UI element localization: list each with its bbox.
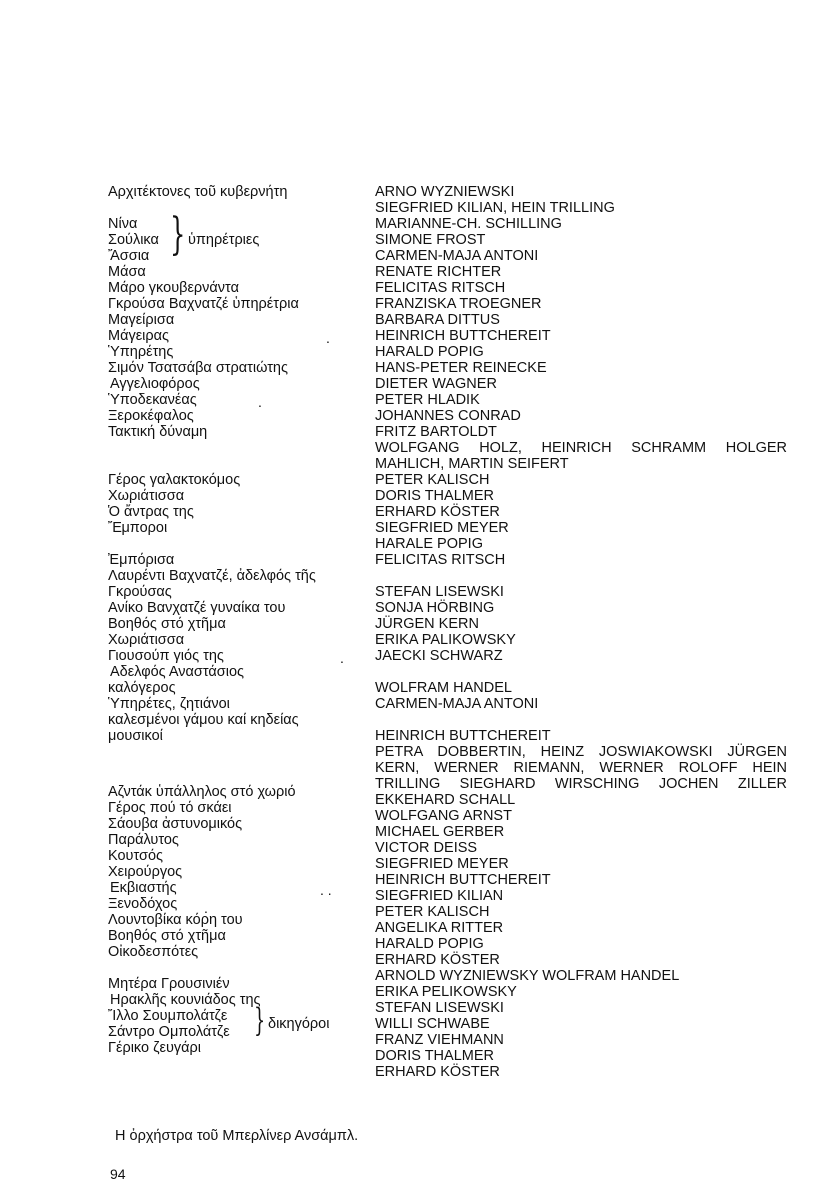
actor-name: HEINRICH BUTTCHEREIT: [375, 872, 551, 888]
role-name: Ανίκο Βανχατζέ γυναίκα του: [108, 600, 286, 616]
group-label: δικηγόροι: [268, 1016, 330, 1032]
role-name: μουσικοί: [108, 728, 163, 744]
actor-name: ERHARD KÖSTER: [375, 1064, 500, 1080]
servants-group: [108, 209, 358, 264]
actor-name: JOHANNES CONRAD: [375, 408, 521, 424]
role-name: Εκβιαστής: [110, 880, 177, 896]
actor-name-justified: TRILLING SIEGHARD WIRSCHING JOCHEN ZILLER: [375, 776, 787, 792]
role-name: Ἐμπόρισα: [108, 552, 175, 568]
role-name: Βοηθός στό χτῆμα: [108, 928, 226, 944]
role-name: Γέρος γαλακτοκόμος: [108, 472, 241, 488]
actor-name: ARNO WYZNIEWSKI: [375, 184, 515, 200]
actor-name: FELICITAS RITSCH: [375, 552, 506, 568]
role-name: Μάσα: [108, 264, 146, 280]
actor-name: MICHAEL GERBER: [375, 824, 505, 840]
actor-name: FRANZ VIEHMANN: [375, 1032, 504, 1048]
actor-name: DORIS THALMER: [375, 488, 494, 504]
actor-name: HANS-PETER REINECKE: [375, 360, 547, 376]
role-line: [108, 880, 358, 896]
role-line: [108, 328, 358, 344]
role-name: Λουντοβίκα κόρη του: [108, 912, 243, 928]
role-name: καλεσμένοι γάμου καί κηδείας: [108, 712, 299, 728]
actor-name: HEINRICH BUTTCHEREIT: [375, 328, 551, 344]
role-name: Χωριάτισσα: [108, 632, 185, 648]
role-name: Ξεροκέφαλος: [108, 408, 194, 424]
actor-name: STEFAN LISEWSKI: [375, 1000, 504, 1016]
role-name: Αζντάκ ὑπάλληλος στό χωριό: [108, 784, 296, 800]
actor-name: STEFAN LISEWSKI: [375, 584, 504, 600]
actor-name: RENATE RICHTER: [375, 264, 502, 280]
actor-name: FRANZISKA TROEGNER: [375, 296, 542, 312]
actor-name: FRITZ BARTOLDT: [375, 424, 497, 440]
role-name: Χειρούργος: [108, 864, 183, 880]
actor-name: ERIKA PELIKOWSKY: [375, 984, 517, 1000]
role-name: Αδελφός Αναστάσιος: [110, 664, 244, 680]
curly-brace-icon: }: [170, 209, 186, 260]
orchestra-note: Η ὀρχήστρα τοῦ Μπερλίνερ Ανσάμπλ.: [115, 1128, 359, 1144]
group-label: ὑπηρέτριες: [188, 232, 260, 248]
actor-name: SIEGFRIED KILIAN, HEIN TRILLING: [375, 200, 615, 216]
role-name: Ἴλλο Σουμπολάτζε: [108, 1008, 228, 1024]
actor-name: ANGELIKA RITTER: [375, 920, 504, 936]
curly-brace-icon: }: [254, 1001, 266, 1039]
dot-mark: . .: [320, 882, 332, 898]
actor-name: EKKEHARD SCHALL: [375, 792, 516, 808]
actor-name: SIEGFRIED KILIAN: [375, 888, 504, 904]
actor-name: ERHARD KÖSTER: [375, 504, 500, 520]
actor-name: WOLFGANG ARNST: [375, 808, 512, 824]
role-name: Σιμόν Τσατσάβα στρατιώτης: [108, 360, 288, 376]
actor-name: FELICITAS RITSCH: [375, 280, 506, 296]
page-number: 94: [110, 1166, 126, 1182]
actor-name: PETER KALISCH: [375, 904, 490, 920]
role-heading: Αρχιτέκτονες τοῦ κυβερνήτη: [108, 184, 288, 200]
role-name: Γέρικο ζευγάρι: [108, 1040, 201, 1056]
role-name: Σούλικα: [108, 232, 159, 248]
actors-column: [375, 184, 787, 1080]
role-name: Γκρούσα Βαχνατζέ ὑπηρέτρια: [108, 296, 299, 312]
actor-name: DORIS THALMER: [375, 1048, 494, 1064]
actor-name: JAECKI SCHWARZ: [375, 648, 503, 664]
role-name: Μητέρα Γρουσινιέν: [108, 976, 230, 992]
role-name: καλόγερος: [108, 680, 176, 696]
actor-name: ERIKA PALIKOWSKY: [375, 632, 516, 648]
role-name: Σάουβα ἀστυνομικός: [108, 816, 243, 832]
role-name: Χωριάτισσα: [108, 488, 185, 504]
role-name: Γκρούσας: [108, 584, 172, 600]
actor-name: MAHLICH, MARTIN SEIFERT: [375, 456, 569, 472]
role-name: Ξενοδόχος: [108, 896, 178, 912]
actor-name: ERHARD KÖSTER: [375, 952, 500, 968]
actor-name-justified: WOLFGANG HOLZ, HEINRICH SCHRAMM HOLGER: [375, 440, 787, 456]
actor-name: CARMEN-MAJA ANTONI: [375, 696, 539, 712]
role-name: Ἄσσια: [108, 248, 150, 264]
actor-name: WILLI SCHWABE: [375, 1016, 490, 1032]
role-name: Μάγειρας: [108, 328, 170, 344]
role-name: Γέρος πού τό σκάει: [108, 800, 232, 816]
actor-name: ARNOLD WYZNIEWSKY WOLFRAM HANDEL: [375, 968, 680, 984]
role-name: Γιουσούπ γιός της: [108, 648, 224, 664]
actor-name: DIETER WAGNER: [375, 376, 497, 392]
role-name: Τακτική δύναμη: [108, 424, 208, 440]
role-name: Βοηθός στό χτῆμα: [108, 616, 226, 632]
role-name: Ὑποδεκανέας: [108, 392, 197, 408]
actor-name: SIMONE FROST: [375, 232, 486, 248]
actor-name: SONJA HÖRBING: [375, 600, 495, 616]
role-name: Ὑπηρέτης: [108, 344, 174, 360]
actor-name: PETER HLADIK: [375, 392, 480, 408]
role-name: Μάρο γκουβερνάντα: [108, 280, 239, 296]
role-name: Σάντρο Ομπολάτζε: [108, 1024, 230, 1040]
role-name: Νίνα: [108, 216, 138, 232]
actor-name-justified: PETRA DOBBERTIN, HEINZ JOSWIAKOWSKI JÜRGEN: [375, 744, 787, 760]
role-name: Οἰκοδεσπότες: [108, 944, 199, 960]
dot-mark: .: [326, 330, 330, 346]
actor-name: HARALE POPIG: [375, 536, 483, 552]
actor-name: WOLFRAM HANDEL: [375, 680, 512, 696]
actor-name: PETER KALISCH: [375, 472, 490, 488]
actor-name: SIEGFRIED MEYER: [375, 520, 509, 536]
actor-name: MARIANNE-CH. SCHILLING: [375, 216, 562, 232]
actor-name: CARMEN-MAJA ANTONI: [375, 248, 539, 264]
role-name: Ἔμποροι: [108, 520, 168, 536]
actor-name: BARBARA DITTUS: [375, 312, 500, 328]
role-name: Κουτσός: [108, 848, 164, 864]
role-name: Λαυρέντι Βαχνατζέ, ἀδελφός τῆς: [108, 568, 316, 584]
role-name: Ηρακλῆς κουνιάδος της: [110, 992, 261, 1008]
actor-name-justified: KERN, WERNER RIEMANN, WERNER ROLOFF HEIN: [375, 760, 787, 776]
roles-column: [108, 184, 358, 1056]
actor-name: HEINRICH BUTTCHEREIT: [375, 728, 551, 744]
role-name: Παράλυτος: [108, 832, 179, 848]
role-line: [108, 392, 358, 408]
role-line: [108, 896, 358, 916]
actor-name: JÜRGEN KERN: [375, 616, 479, 632]
role-line: [108, 648, 358, 664]
dot-mark: .: [204, 900, 208, 916]
actor-name: HARALD POPIG: [375, 936, 484, 952]
role-name: Ὁ ἄντρας της: [108, 504, 194, 520]
dot-mark: .: [340, 650, 344, 666]
role-name: Ὑπηρέτες, ζητιάνοι: [108, 696, 230, 712]
role-name: Μαγείρισα: [108, 312, 175, 328]
actor-name: SIEGFRIED MEYER: [375, 856, 509, 872]
dot-mark: .: [258, 394, 262, 410]
role-name: Αγγελιοφόρος: [110, 376, 200, 392]
actor-name: VICTOR DEISS: [375, 840, 478, 856]
actor-name: HARALD POPIG: [375, 344, 484, 360]
lawyers-group: [108, 1001, 358, 1040]
